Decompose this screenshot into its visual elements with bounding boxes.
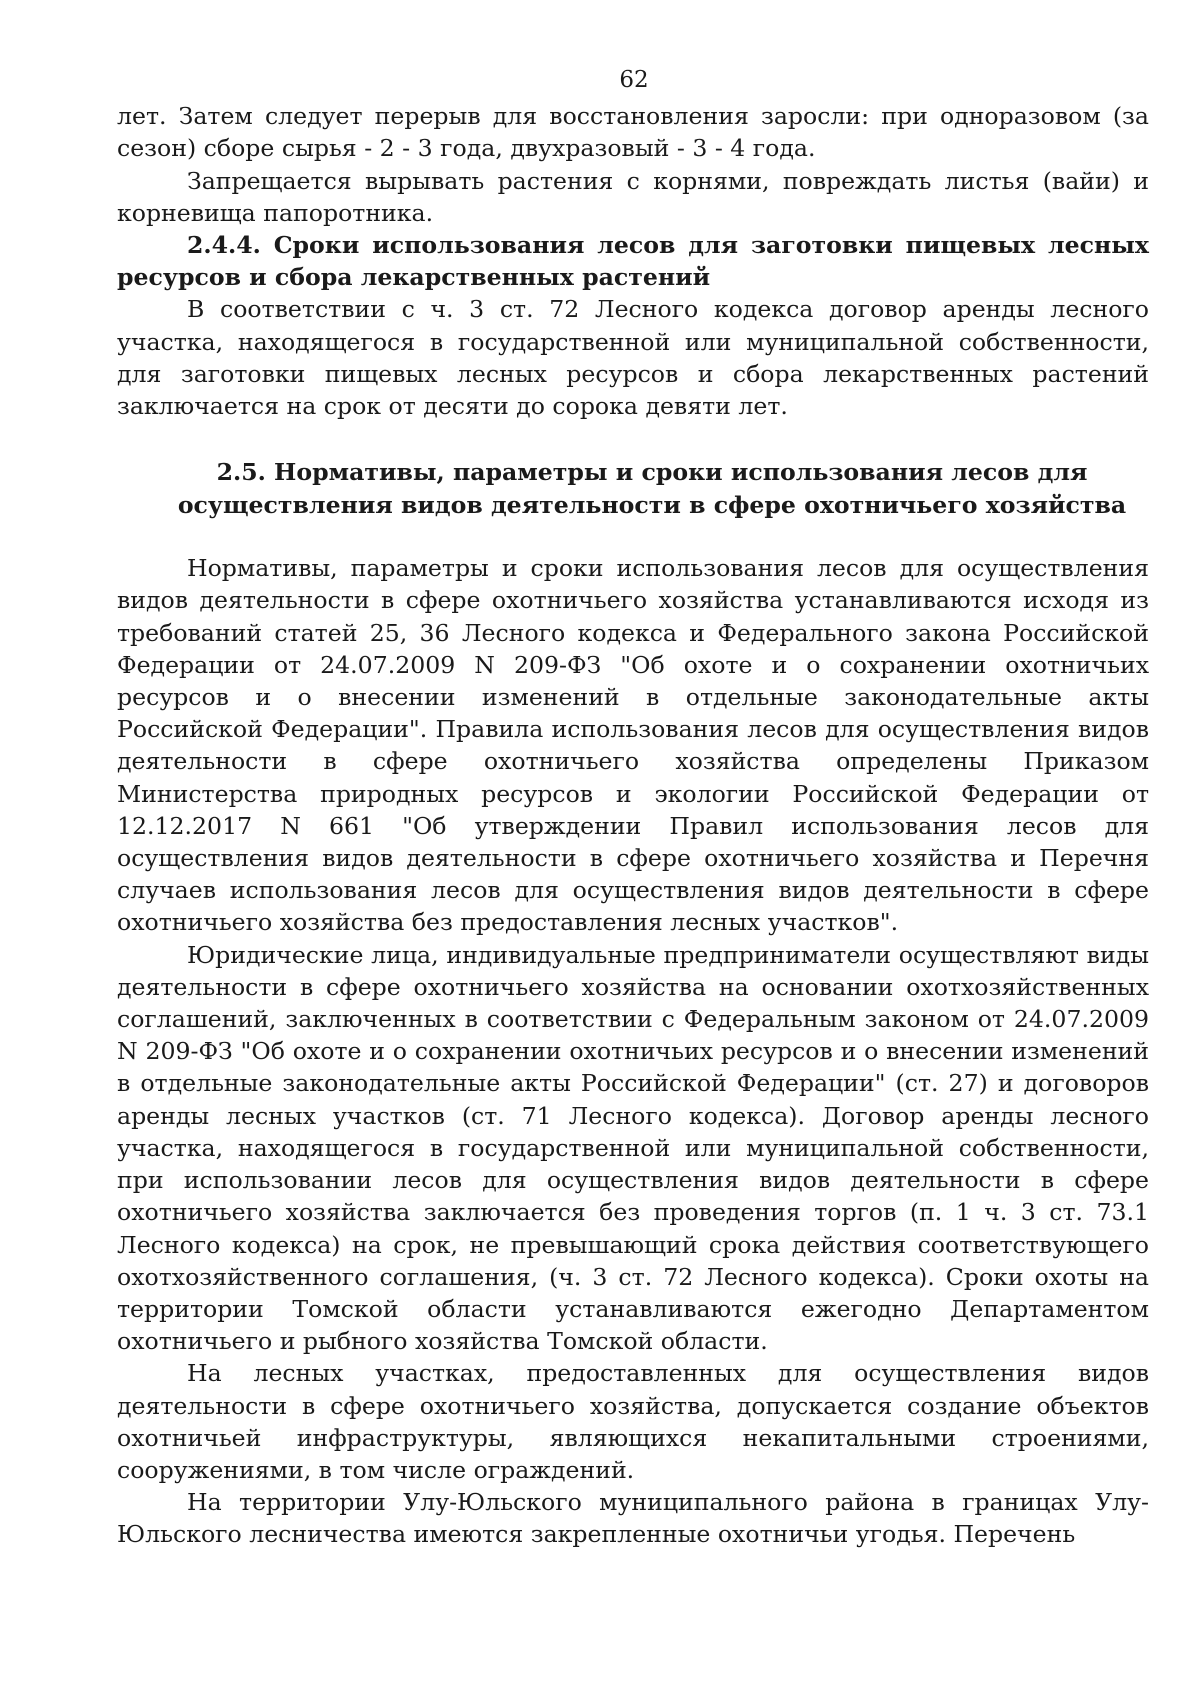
page-number: 62 — [619, 67, 649, 93]
paragraph-hunting-grounds: На территории Улу-Юльского муниципального района в границах Улу-Юльского лесничества имеются закрепленные охотничьи угодья. Перечень — [117, 1488, 1149, 1549]
paragraph-hunting-norms: Нормативы, параметры и сроки использования лесов для осуществления видов деятельности в сфере охотничьего хозяйства устанавливаются исходя из требований статей 25, 36 Лесного кодекса и Федерального закона Российской Федерации от 24.07.2009 N 209-ФЗ "Об охоте и о сохранении охотничьих ресурсов и о внесении изменений в отдельные законодательные акты Российской Федерации". Правила использования лесов для осуществления видов деятельности в сфере охотничьего хозяйства определены Приказом Министерства природных ресурсов и экологии Российской Федерации от 12.12.2017 N 661 "Об утверждении Правил использования лесов для осуществления видов деятельности в сфере охотничьего хозяйства и Перечня случаев использования лесов для осуществления видов деятельности в сфере охотничьего хозяйства без предоставления лесных участков". — [117, 554, 1149, 937]
section-heading-line-1: 2.5. Нормативы, параметры и сроки использования лесов для — [216, 458, 1088, 487]
paragraph-hunting-agreements: Юридические лица, индивидуальные предприниматели осуществляют виды деятельности в сфере охотничьего хозяйства на основании охотхозяйственных соглашений, заключенных в соответствии с Федеральным законом от 24.07.2009 N 209-ФЗ "Об охоте и о сохранении охотничьих ресурсов и о внесении изменений в отдельные законодательные акты Российской Федерации" (ст. 27) и договоров аренды лесных участков (ст. 71 Лесного кодекса). Договор аренды лесного участка, находящегося в государственной или муниципальной собственности, при использовании лесов для осуществления видов деятельности в сфере охотничьего хозяйства заключается без проведения торгов (п. 1 ч. 3 ст. 73.1 Лесного кодекса) на срок, не превышающий срока действия соответствующего охотхозяйственного соглашения, (ч. 3 ст. 72 Лесного кодекса). Сроки охоты на территории Томской области устанавливаются ежегодно Департаментом охотничьего и рыбного хозяйства Томской области. — [117, 940, 1149, 1356]
section-heading-2-5 — [117, 456, 1149, 522]
subsection-heading-2-4-4: 2.4.4. Сроки использования лесов для заготовки пищевых лесных ресурсов и сбора лекарственных растений — [117, 231, 1149, 292]
section-heading-line-2: осуществления видов деятельности в сфере охотничьего хозяйства — [177, 491, 1127, 520]
paragraph-hunting-infrastructure: На лесных участках, предоставленных для осуществления видов деятельности в сфере охотничьего хозяйства, допускается создание объектов охотничьей инфраструктуры, являющихся некапитальными строениями, сооружениями, в том числе ограждений. — [117, 1359, 1149, 1484]
paragraph-lease-term: В соответствии с ч. 3 ст. 72 Лесного кодекса договор аренды лесного участка, находящегося в государственной или муниципальной собственности, для заготовки пищевых лесных ресурсов и сбора лекарственных растений заключается на срок от десяти до сорока девяти лет. — [117, 295, 1149, 421]
paragraph-continuation: лет. Затем следует перерыв для восстановления заросли: при одноразовом (за сезон) сборе сырья - 2 - 3 года, двухразовый - 3 - 4 года. — [117, 102, 1149, 163]
document-page — [117, 64, 1149, 1551]
paragraph-fern-restriction: Запрещается вырывать растения с корнями, повреждать листья (вайи) и корневища папоротника. — [117, 166, 1149, 227]
